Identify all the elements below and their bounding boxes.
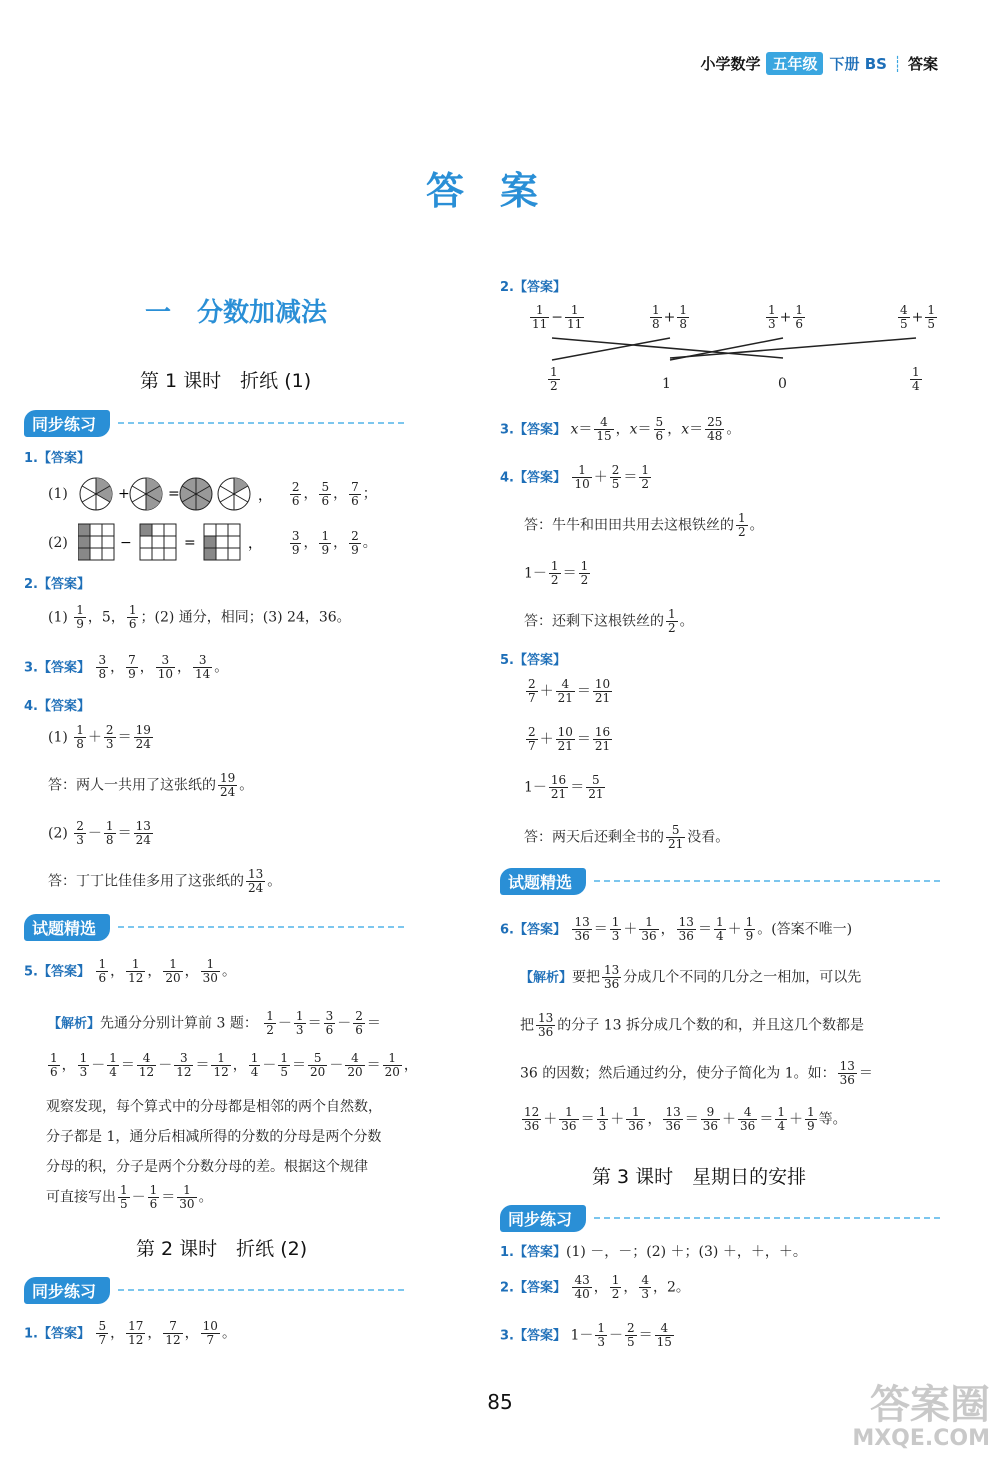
matching-lines	[520, 300, 950, 400]
l3-q1: 1.【答案】(1) －，－；(2) ＋；(3) ＋，＋，＋。	[500, 1244, 807, 1260]
l2-q4-eq2: 1－ $\frac{1}{2}$ ＝ $\frac{1}{2}$	[524, 559, 589, 587]
l2-q3: 3.【答案】 x＝ $\frac{4}{15}$ ，x＝ $\frac{5}{6}$ ，x＝ $\frac{25}{48}$ 。	[500, 415, 741, 443]
banner-sync-2	[24, 1277, 404, 1303]
svg-text:−: −	[119, 535, 132, 551]
watermark-url: MXQE.COM	[852, 1426, 990, 1451]
svg-text:=: =	[167, 486, 180, 502]
l2-q6-analysis-2: 把 $\frac{13}{36}$ 的分子 13 拆分成几个数的和，并且这几个数都是	[520, 1011, 864, 1039]
grid-fraction-diagrams	[78, 522, 288, 564]
l1-q2-answer: (1) $\frac{1}{9}$ ，5， $\frac{1}{6}$ ；(2) 通分，相同；(3) 24，36。	[48, 603, 351, 631]
banner-sync-1	[24, 410, 404, 436]
chapter-title: 一 分数加减法	[145, 298, 328, 328]
l2-q5-eq1: $\frac{2}{7}$ ＋ $\frac{4}{21}$ ＝ $\frac{10}{21}$	[528, 677, 611, 705]
banner-label: 试题精选	[500, 868, 586, 895]
l1-q3: 3.【答案】 $\frac{3}{8}$ ， $\frac{7}{9}$ ， $\frac{3}{10}$ ， $\frac{3}{14}$ 。	[24, 653, 229, 681]
circle-fraction-diagrams	[78, 476, 288, 512]
l1-q1-part1: (1) + = ， $\frac{2}{6}$ ， $\frac{5}{6}$ ， $\frac{7}{6}$ ；	[48, 476, 377, 512]
l1-q2-head: 2.【答案】	[24, 577, 90, 592]
l2-q5-head: 5.【答案】	[500, 653, 566, 668]
matching-diagram: $\frac{1}{11}$ − $\frac{1}{11}$ $\frac{1}{8}$ + $\frac{1}{8}$ $\frac{1}{3}$ + $\frac{1}{6}$ $\frac{4}{5}$ + $\frac{1}{5}$ $\frac{1}{2}$ 1 0 $\frac{1}{4}$	[520, 300, 950, 400]
l1-q4-eq2: (2) $\frac{2}{3}$ － $\frac{1}{8}$ ＝ $\frac{13}{24}$	[48, 819, 151, 847]
l2-q1: 1.【答案】 $\frac{5}{7}$ ， $\frac{17}{12}$ ， $\frac{7}{12}$ ， $\frac{10}{7}$ 。	[24, 1319, 236, 1347]
l1-q1-part2: (2) − = ， $\frac{3}{9}$ ， $\frac{1}{9}$ ， $\frac{2}{9}$ 。	[48, 522, 377, 564]
svg-text:，: ，	[257, 488, 272, 504]
l3-q2: 2.【答案】 $\frac{43}{40}$ ， $\frac{1}{2}$ ， $\frac{4}{3}$ ，2。	[500, 1273, 690, 1301]
page-title: 答案	[425, 169, 574, 213]
banner-select-1	[24, 914, 404, 940]
l2-q6-analysis-3: 36 的因数；然后通过约分，使分子简化为 1。如： $\frac{13}{36}$ ＝	[520, 1059, 873, 1087]
banner-label: 同步练习	[500, 1205, 586, 1232]
l1-q5-analysis-1: 【解析】先通分分别计算前 3 题： $\frac{1}{2}$ － $\frac{1}{3}$ ＝ $\frac{3}{6}$ － $\frac{2}{6}$ ＝	[48, 1009, 381, 1037]
header-section: 答案	[907, 55, 938, 73]
l2-q6: 6.【答案】 $\frac{13}{36}$ ＝ $\frac{1}{3}$ ＋ $\frac{1}{36}$ ， $\frac{13}{36}$ ＝ $\frac{1}{4}$ ＋ $\frac{1}{9}$ 。(答案不唯一)	[500, 915, 853, 943]
svg-text:，: ，	[247, 536, 262, 552]
header-grade: 五年级	[766, 52, 823, 75]
banner-label: 同步练习	[24, 1277, 110, 1304]
lesson-2-title: 第 2 课时 折纸 (2)	[136, 1238, 308, 1260]
l2-q4: 4.【答案】 $\frac{1}{10}$ ＋ $\frac{2}{5}$ ＝ $\frac{1}{2}$	[500, 463, 650, 491]
l1-q5-analysis-text: 观察发现，每个算式中的分母都是相邻的两个自然数， 分子都是 1，通分后相减所得的分数的分母是两个分数 分母的积，分子是两个分数分母的差。根据这个规律	[46, 1099, 382, 1175]
banner-select-2	[500, 868, 940, 894]
banner-label: 试题精选	[24, 914, 110, 941]
header-separator: ┊	[892, 54, 902, 73]
page-number: 85	[487, 1390, 513, 1414]
l2-q4-ans1: 答：牛牛和田田共用去这根铁丝的 $\frac{1}{2}$ 。	[524, 511, 764, 539]
l2-q5-ans: 答：两天后还剩全书的 $\frac{5}{21}$ 没看。	[524, 823, 730, 851]
svg-text:+: +	[117, 486, 130, 502]
running-header	[700, 52, 938, 75]
banner-label: 同步练习	[24, 410, 110, 437]
l1-q5-analysis-2: $\frac{1}{6}$ ， $\frac{1}{3}$ － $\frac{1}{4}$ ＝ $\frac{4}{12}$ － $\frac{3}{12}$ ＝ $\frac{1}{12}$ ， $\frac{1}{4}$ － $\frac{1}{5}$ ＝ $\frac{5}{20}$ － $\frac{4}{20}$ ＝ $\frac{1}{20}$ ，	[50, 1051, 418, 1079]
l1-q4-ans1: 答：两人一共用了这张纸的 $\frac{19}{24}$ 。	[48, 771, 254, 799]
l2-q6-analysis-4: $\frac{12}{36}$ ＋ $\frac{1}{36}$ ＝ $\frac{1}{3}$ ＋ $\frac{1}{36}$ ， $\frac{13}{36}$ ＝ $\frac{9}{36}$ ＋ $\frac{4}{36}$ ＝ $\frac{1}{4}$ ＋ $\frac{1}{9}$ 等。	[524, 1105, 847, 1133]
header-subject: 小学数学	[700, 55, 761, 73]
header-edition: 下册 BS	[829, 55, 887, 73]
l1-q4-head: 4.【答案】	[24, 699, 90, 714]
lesson-3-title: 第 3 课时 星期日的安排	[592, 1166, 807, 1188]
l2-q5-eq3: 1－ $\frac{16}{21}$ ＝ $\frac{5}{21}$	[524, 773, 604, 801]
watermark-logo: 答案圈	[870, 1382, 990, 1428]
l2-q5-eq2: $\frac{2}{7}$ ＋ $\frac{10}{21}$ ＝ $\frac{16}{21}$	[528, 725, 611, 753]
l2-q4-ans2: 答：还剩下这根铁丝的 $\frac{1}{2}$ 。	[524, 607, 694, 635]
l2-q2-head: 2.【答案】	[500, 280, 566, 295]
l1-q1-head: 1.【答案】	[24, 451, 90, 466]
l1-q5-analysis-end: 可直接写出 $\frac{1}{5}$ － $\frac{1}{6}$ ＝ $\frac{1}{30}$ 。	[46, 1183, 213, 1211]
l1-q4-ans2: 答：丁丁比佳佳多用了这张纸的 $\frac{13}{24}$ 。	[48, 867, 282, 895]
l1-q4-eq1: (1) $\frac{1}{8}$ ＋ $\frac{2}{3}$ ＝ $\frac{19}{24}$	[48, 723, 151, 751]
lesson-1-title: 第 1 课时 折纸 (1)	[140, 370, 312, 392]
l1-q5: 5.【答案】 $\frac{1}{6}$ ， $\frac{1}{12}$ ， $\frac{1}{20}$ ， $\frac{1}{30}$ 。	[24, 957, 236, 985]
svg-text:=: =	[183, 535, 196, 551]
banner-sync-3	[500, 1205, 940, 1231]
l3-q3: 3.【答案】 1－ $\frac{1}{3}$ － $\frac{2}{5}$ ＝ $\frac{4}{15}$	[500, 1321, 672, 1349]
l2-q6-analysis-1: 【解析】要把 $\frac{13}{36}$ 分成几个不同的几分之一相加，可以先	[520, 963, 862, 991]
watermark	[852, 1383, 990, 1451]
